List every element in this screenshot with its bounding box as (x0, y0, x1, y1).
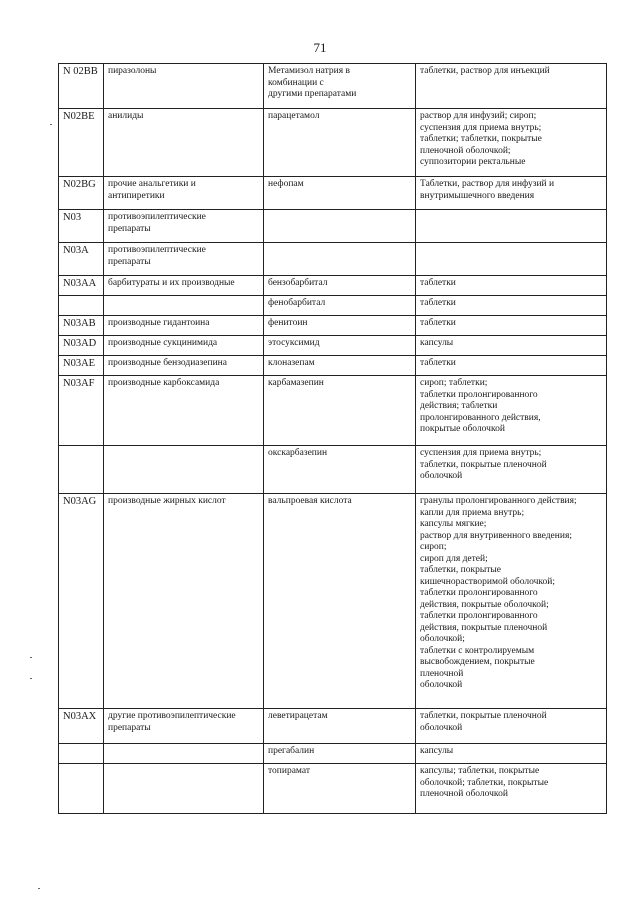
dosage-form-cell: таблетки (416, 356, 607, 376)
table-row (59, 276, 607, 296)
table-row (59, 296, 607, 316)
dosage-form-cell: капсулы (416, 336, 607, 356)
drug-cell (264, 210, 416, 243)
atc-code-cell: N03 (59, 210, 104, 243)
drug-cell: фенобарбитал (264, 296, 416, 316)
atc-code-cell (59, 446, 104, 494)
page-number: 71 (313, 40, 327, 55)
atc-code-cell: N03A (59, 243, 104, 276)
dosage-form-cell: раствор для инфузий; сироп; суспензия для приема внутрь; таблетки; таблетки, покрытые пленочной оболочкой; суппозитории ректальные (416, 109, 607, 177)
dosage-form-cell (416, 243, 607, 276)
atc-code-cell: N03AG (59, 494, 104, 709)
group-cell (104, 744, 264, 764)
table-row (59, 64, 607, 109)
group-cell: анилиды (104, 109, 264, 177)
group-cell: противоэпилептические препараты (104, 210, 264, 243)
group-cell: производные сукцинимида (104, 336, 264, 356)
atc-code-cell: N03AX (59, 709, 104, 744)
scan-speck (30, 678, 32, 679)
scan-speck (30, 657, 32, 658)
table-row (59, 210, 607, 243)
table-row (59, 109, 607, 177)
drug-cell: Метамизол натрия в комбинации с другими препаратами (264, 64, 416, 109)
group-cell (104, 446, 264, 494)
table-row (59, 316, 607, 336)
atc-code-cell (59, 744, 104, 764)
dosage-form-cell: Таблетки, раствор для инфузий и внутримышечного введения (416, 177, 607, 210)
drug-cell: клоназепам (264, 356, 416, 376)
atc-code-cell (59, 296, 104, 316)
atc-code-cell: N 02BB (59, 64, 104, 109)
dosage-form-cell: таблетки (416, 296, 607, 316)
scan-speck (50, 124, 52, 125)
drug-cell: карбамазепин (264, 376, 416, 446)
table-row (59, 764, 607, 814)
dosage-form-cell: таблетки (416, 276, 607, 296)
drug-classification-table (58, 63, 607, 814)
atc-code-cell: N03AE (59, 356, 104, 376)
group-cell (104, 296, 264, 316)
dosage-form-cell: таблетки (416, 316, 607, 336)
drug-cell: этосуксимид (264, 336, 416, 356)
table-row (59, 336, 607, 356)
dosage-form-cell: таблетки, покрытые пленочной оболочкой (416, 709, 607, 744)
drug-cell: парацетамол (264, 109, 416, 177)
table-row (59, 709, 607, 744)
table-row (59, 494, 607, 709)
group-cell: другие противоэпилептические препараты (104, 709, 264, 744)
table-row (59, 243, 607, 276)
drug-cell: леветирацетам (264, 709, 416, 744)
table-row (59, 356, 607, 376)
atc-code-cell: N02BE (59, 109, 104, 177)
group-cell: производные бензодиазепина (104, 356, 264, 376)
group-cell: производные гидантоина (104, 316, 264, 336)
drug-cell: фенитоин (264, 316, 416, 336)
group-cell: противоэпилептические препараты (104, 243, 264, 276)
table-row (59, 446, 607, 494)
group-cell: пиразолоны (104, 64, 264, 109)
drug-cell (264, 243, 416, 276)
atc-code-cell: N03AB (59, 316, 104, 336)
dosage-form-cell: суспензия для приема внутрь; таблетки, покрытые пленочной оболочкой (416, 446, 607, 494)
atc-code-cell: N03AA (59, 276, 104, 296)
atc-code-cell (59, 764, 104, 814)
scan-speck (38, 888, 40, 889)
dosage-form-cell: сироп; таблетки; таблетки пролонгированного действия; таблетки пролонгированного действия, покрытые оболочкой (416, 376, 607, 446)
table-row (59, 744, 607, 764)
drug-cell: окскарбазепин (264, 446, 416, 494)
group-cell: производные жирных кислот (104, 494, 264, 709)
drug-cell: бензобарбитал (264, 276, 416, 296)
group-cell: прочие анальгетики и антипиретики (104, 177, 264, 210)
atc-code-cell: N03AF (59, 376, 104, 446)
table-row (59, 376, 607, 446)
dosage-form-cell (416, 210, 607, 243)
drug-cell: вальпроевая кислота (264, 494, 416, 709)
dosage-form-cell: таблетки, раствор для инъекций (416, 64, 607, 109)
atc-code-cell: N02BG (59, 177, 104, 210)
group-cell (104, 764, 264, 814)
atc-code-cell: N03AD (59, 336, 104, 356)
group-cell: барбитураты и их производные (104, 276, 264, 296)
drug-cell: нефопам (264, 177, 416, 210)
dosage-form-cell: капсулы (416, 744, 607, 764)
drug-cell: топирамат (264, 764, 416, 814)
drug-cell: прегабалин (264, 744, 416, 764)
group-cell: производные карбоксамида (104, 376, 264, 446)
dosage-form-cell: гранулы пролонгированного действия; капли для приема внутрь; капсулы мягкие; раствор для внутривенного введения; сироп; сироп для детей; таблетки, покрытые кишечнорастворимой оболочкой; таблетки пролонгированного действия, покрытые оболочкой; таблетки пролонгированного действия, покрытые пленочной оболочкой; таблетки с контролируемым высвобождением, покрытые пленочной оболочкой (416, 494, 607, 709)
table-row (59, 177, 607, 210)
dosage-form-cell: капсулы; таблетки, покрытые оболочкой; таблетки, покрытые пленочной оболочкой (416, 764, 607, 814)
